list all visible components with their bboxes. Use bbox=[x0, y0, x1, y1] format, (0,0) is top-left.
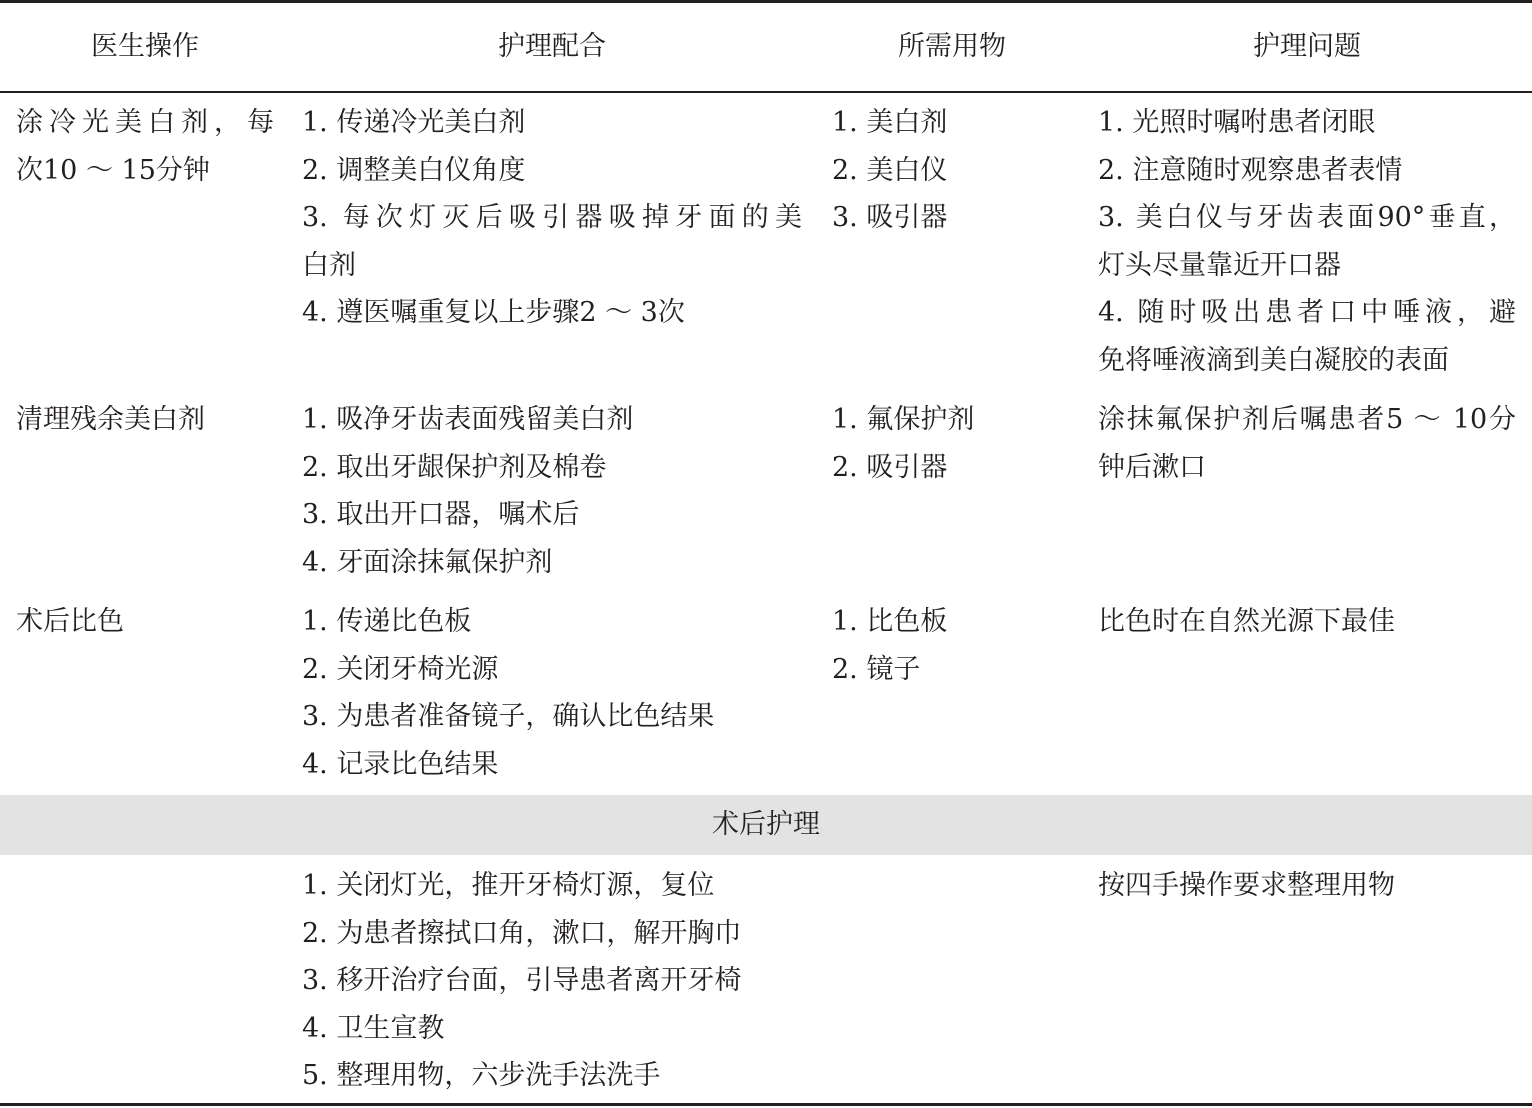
cell-line: 3. 美白仪与牙齿表面90°垂直， bbox=[1098, 202, 1516, 233]
table-row-4-issues bbox=[1098, 862, 1516, 910]
section-title: 术后护理 bbox=[712, 809, 820, 840]
cell-line: 4. 随时吸出患者口中唾液，避 bbox=[1098, 297, 1516, 328]
cell-line: 2. 调整美白仪角度 bbox=[302, 154, 526, 186]
cell-line: 钟后漱口 bbox=[1098, 451, 1206, 483]
table-top-rule bbox=[0, 0, 1532, 3]
table-row-1-supplies bbox=[832, 99, 1072, 242]
cell-line: 4. 牙面涂抹氟保护剂 bbox=[302, 546, 553, 578]
table-row-2-issues bbox=[1098, 396, 1516, 491]
table-row-1-nursing bbox=[302, 99, 802, 337]
cell-line: 2. 吸引器 bbox=[832, 451, 948, 483]
table-row-1-issues bbox=[1098, 99, 1516, 384]
cell-line: 1. 吸净牙齿表面残留美白剂 bbox=[302, 404, 634, 435]
cell-line: 白剂 bbox=[302, 249, 356, 281]
cell-line: 术后比色 bbox=[16, 606, 124, 637]
cell-line: 按四手操作要求整理用物 bbox=[1098, 870, 1395, 901]
cell-line: 2. 镜子 bbox=[832, 653, 921, 685]
cell-line: 3. 吸引器 bbox=[832, 202, 948, 233]
table-row-2-supplies bbox=[832, 396, 1072, 491]
cell-line: 1. 传递冷光美白剂 bbox=[302, 107, 526, 138]
cell-line: 5. 整理用物，六步洗手法洗手 bbox=[302, 1060, 661, 1091]
table-row-2-doctor bbox=[16, 396, 274, 444]
cell-line: 2. 取出牙龈保护剂及棉卷 bbox=[302, 451, 607, 483]
cell-line: 4. 卫生宣教 bbox=[302, 1012, 445, 1044]
table-row-4-nursing bbox=[302, 862, 802, 1100]
cell-line: 4. 遵医嘱重复以上步骤2 ～ 3次 bbox=[302, 297, 685, 328]
cell-line: 3. 移开治疗台面，引导患者离开牙椅 bbox=[302, 965, 742, 996]
header-nursing-issues: 护理问题 bbox=[1253, 31, 1361, 62]
cell-line: 3. 取出开口器，嘱术后 bbox=[302, 499, 580, 530]
cell-line: 比色时在自然光源下最佳 bbox=[1098, 606, 1395, 637]
cell-line: 1. 传递比色板 bbox=[302, 606, 472, 637]
cell-line: 免将唾液滴到美白凝胶的表面 bbox=[1098, 344, 1449, 376]
cell-line: 2. 美白仪 bbox=[832, 154, 948, 186]
cell-line: 4. 记录比色结果 bbox=[302, 748, 499, 780]
cell-line: 3. 每次灯灭后吸引器吸掉牙面的美 bbox=[302, 202, 802, 233]
table-header-rule bbox=[0, 91, 1532, 93]
cell-line: 2. 为患者擦拭口角，漱口，解开胸巾 bbox=[302, 917, 742, 949]
cell-line: 1. 关闭灯光，推开牙椅灯源，复位 bbox=[302, 870, 715, 901]
table-row-3-issues bbox=[1098, 598, 1516, 646]
cell-line: 1. 氟保护剂 bbox=[832, 404, 975, 435]
cell-line: 涂冷光美白剂，每 bbox=[16, 107, 274, 138]
cell-line: 清理残余美白剂 bbox=[16, 404, 205, 435]
table-bottom-rule bbox=[0, 1103, 1532, 1106]
table-row-2-nursing bbox=[302, 396, 802, 586]
cell-line: 1. 光照时嘱咐患者闭眼 bbox=[1098, 107, 1376, 138]
table-row-1-doctor bbox=[16, 99, 274, 194]
cell-line: 1. 比色板 bbox=[832, 606, 948, 637]
cell-line: 灯头尽量靠近开口器 bbox=[1098, 249, 1341, 281]
table-row-3-supplies bbox=[832, 598, 1072, 693]
header-nursing-cooperation: 护理配合 bbox=[498, 31, 606, 62]
cell-line: 3. 为患者准备镜子，确认比色结果 bbox=[302, 701, 715, 732]
cell-line: 2. 关闭牙椅光源 bbox=[302, 653, 499, 685]
header-doctor-operation: 医生操作 bbox=[91, 31, 199, 62]
table-row-3-nursing bbox=[302, 598, 802, 788]
cell-line: 涂抹氟保护剂后嘱患者5 ～ 10分 bbox=[1098, 404, 1516, 435]
table-row-3-doctor bbox=[16, 598, 274, 646]
cell-line: 2. 注意随时观察患者表情 bbox=[1098, 154, 1403, 186]
cell-line: 1. 美白剂 bbox=[832, 107, 948, 138]
cell-line: 次10 ～ 15分钟 bbox=[16, 154, 210, 186]
header-required-supplies: 所需用物 bbox=[898, 31, 1006, 62]
